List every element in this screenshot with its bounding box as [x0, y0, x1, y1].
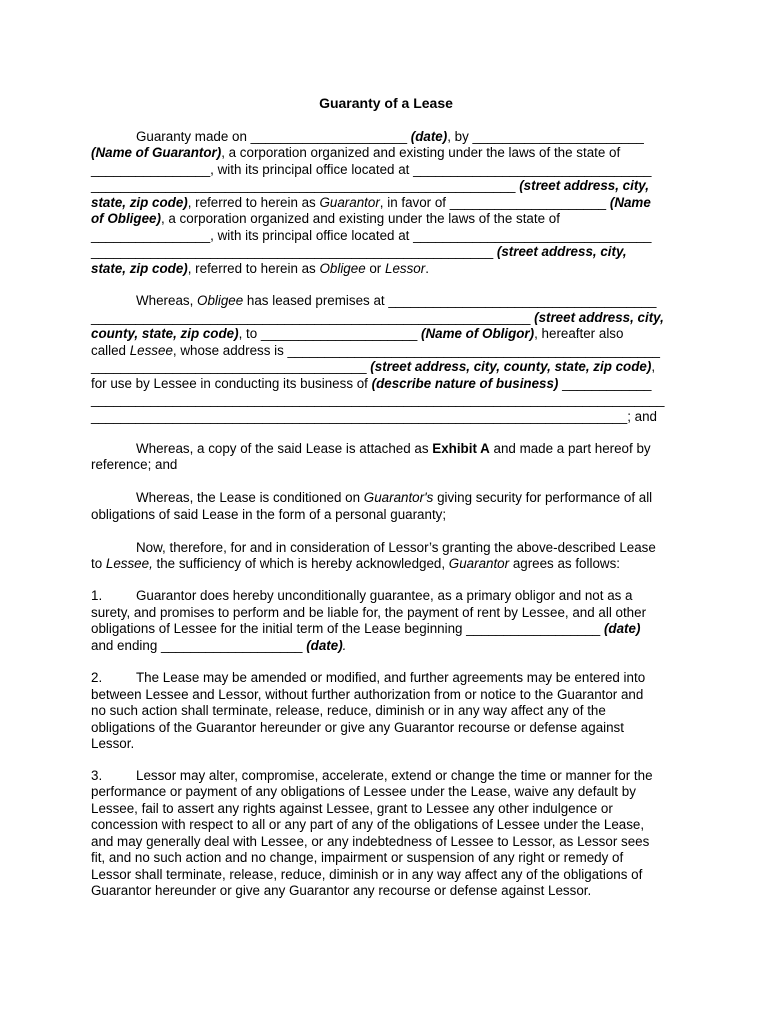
section-number: 3. [91, 768, 103, 783]
text-line: concession with respect to all or any part of any of the obligations of Lessee under the Lease, [91, 817, 645, 832]
text-line: ________________, with its principal office located at ________________________________ [91, 228, 652, 243]
text-line: ______________________________________________________ (street address, city, [91, 244, 627, 259]
document-title: Guaranty of a Lease [319, 95, 453, 111]
text-line: _________________________________________________________ (street address, city, [91, 178, 649, 193]
text-line: surety, and promises to perform and be liable for, the payment of rent by Lessee, and all other [91, 605, 647, 620]
text-line: _____________________________________________________________________________ [91, 392, 665, 407]
text-line: Guarantor hereunder or give any Guarantor any recourse or defense against Lessor. [91, 883, 592, 898]
text-line: (Name of Guarantor), a corporation organized and existing under the laws of the state of [91, 145, 621, 160]
text-line: _____________________________________ (street address, city, county, state, zip code), [91, 359, 656, 374]
text-line: fit, and no such action and no change, impairment or suspension of any right or remedy of [91, 850, 624, 865]
text-line: Lessor. [91, 736, 135, 751]
text-line: Guaranty made on _____________________ (date), by _______________________ [136, 129, 644, 144]
text-line: Whereas, Obligee has leased premises at ____________________________________ [136, 293, 657, 308]
text-line: state, zip code), referred to herein as Obligee or Lessor. [91, 261, 429, 276]
text-line: The Lease may be amended or modified, and further agreements may be entered into [136, 670, 646, 685]
text-line: county, state, zip code), to _____________________ (Name of Obligor), hereafter also [91, 326, 624, 341]
text-line: obligations of said Lease in the form of a personal guaranty; [91, 507, 447, 522]
text-line: ________________________________________________________________________; and [91, 409, 657, 424]
text-line: Now, therefore, for and in consideration of Lessor’s granting the above-described Lease [136, 540, 656, 555]
text-line: Whereas, a copy of the said Lease is attached as Exhibit A and made a part hereof by [136, 441, 651, 456]
text-line: reference; and [91, 457, 178, 472]
text-line: ___________________________________________________________ (street address, city, [91, 310, 664, 325]
text-line: Lessee, fail to assert any rights against Lessee, grant to Lessee any other indulgence or [91, 801, 613, 816]
text-line: obligations of Lessee for the initial term of the Lease beginning __________________ (date) [91, 621, 641, 636]
text-line: no such action shall terminate, release, reduce, diminish or in any way affect any of the [91, 703, 606, 718]
text-line: between Lessee and Lessor, without further authorization from or notice to the Guarantor and [91, 687, 644, 702]
text-line: Lessor may alter, compromise, accelerate, extend or change the time or manner for the [136, 768, 653, 783]
text-line: and may generally deal with Lessee, or any indebtedness of Lessee to Lessor, as Lessor sees [91, 834, 650, 849]
section-number: 1. [91, 588, 103, 603]
text-line: of Obligee), a corporation organized and existing under the laws of the state of [91, 211, 560, 226]
text-line: and ending ___________________ (date). [91, 638, 347, 653]
text-line: to Lessee, the sufficiency of which is hereby acknowledged, Guarantor agrees as follows: [91, 556, 620, 571]
text-line: ________________, with its principal office located at ________________________________ [91, 162, 652, 177]
text-line: Whereas, the Lease is conditioned on Guarantor's giving security for performance of all [136, 490, 653, 505]
text-line: state, zip code), referred to herein as Guarantor, in favor of _____________________ (Name [91, 195, 651, 210]
text-line: Lessor shall terminate, release, reduce, diminish or in any way affect any of the obligations of [91, 867, 643, 882]
text-line: called Lessee, whose address is __________________________________________________ [91, 343, 660, 358]
text-line: performance or payment of any obligations of Lessee under the Lease, waive any default by [91, 784, 636, 799]
section-number: 2. [91, 670, 103, 685]
text-line: for use by Lessee in conducting its business of (describe nature of business) ____________ [91, 376, 652, 391]
text-line: Guarantor does hereby unconditionally guarantee, as a primary obligor and not as a [136, 588, 633, 603]
text-line: obligations of the Guarantor hereunder or give any Guarantor recourse or defense against [91, 720, 624, 735]
